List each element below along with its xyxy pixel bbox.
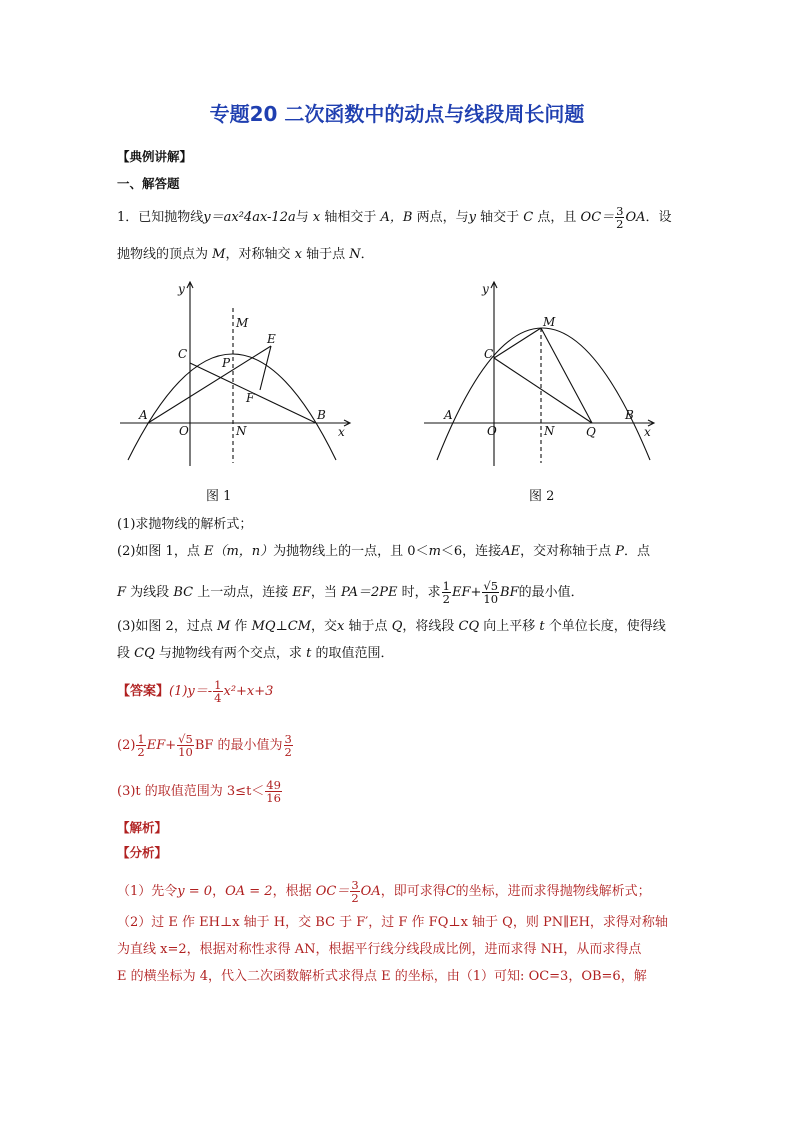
text: 的坐标，进而求得抛物线解析式； [455, 884, 651, 900]
line-mq [541, 328, 592, 423]
fraction-sqrt5-10 [177, 733, 194, 758]
answer-line-1 [117, 679, 273, 704]
point-e-expr: E（m，n） [203, 544, 274, 559]
frac-den: 16 [266, 791, 281, 806]
text: 时，求 [401, 585, 441, 601]
frac-num: 3 [284, 732, 292, 746]
analysis-step-2-line-3: E 的横坐标为 4，代入二次函数解析式求得点 E 的坐标，由（1）可知: OC=3，OB=6，解 [117, 969, 647, 984]
frac-num: 1 [214, 678, 222, 692]
figure-2-caption: 图 2 [529, 489, 555, 504]
text: ， [212, 884, 226, 900]
text: 向上平移 [483, 619, 536, 634]
text: 作 [234, 619, 248, 634]
text: 与抛物线有两个交点，求 [158, 646, 302, 661]
text: 段 [117, 646, 131, 661]
text: （1）先令 [117, 884, 178, 900]
frac-den: 2 [442, 592, 450, 607]
fraction-3-2 [350, 879, 359, 904]
text: 为线段 [130, 585, 170, 601]
label-b: B [625, 408, 634, 422]
text: ，将线段 [402, 619, 455, 634]
var-m: m [428, 544, 441, 559]
label-n: N [236, 424, 247, 438]
figure-2 [422, 278, 662, 468]
text: ＜6，连接 [440, 544, 502, 559]
frac-den: 2 [351, 891, 359, 906]
answer-2-mid: EF+ [146, 738, 177, 754]
text: ，根据 [272, 884, 312, 900]
condition-expr: PA＝2PE [341, 585, 398, 601]
label-a: A [139, 408, 148, 422]
text: 点，且 [537, 210, 577, 226]
text: 轴于点 [348, 619, 388, 634]
answer-line-2 [117, 733, 294, 758]
answer-2-pre: (2) [117, 738, 136, 754]
answer-3-pre: (3)t 的取值范围为 3≤t＜ [117, 784, 265, 800]
label-a: A [444, 408, 453, 422]
analysis-sub-label: 【分析】 [117, 845, 168, 860]
part-2-line-1 [117, 545, 650, 558]
label-o: O [179, 424, 189, 438]
text: 为抛物线上的一点，且 0＜ [273, 544, 429, 559]
point-f: F [117, 585, 127, 601]
fraction-3-2 [284, 733, 293, 758]
segment-bc: BC [173, 585, 194, 601]
label-y: y [178, 282, 185, 296]
line-ae [148, 346, 271, 423]
parabola [437, 328, 650, 460]
analysis-step-1 [117, 879, 651, 904]
text: ，对称轴交 [225, 247, 291, 262]
frac-num: 1 [137, 732, 145, 746]
text: (2)如图 1，点 [117, 544, 200, 559]
segment-cq: CQ [134, 646, 155, 661]
line-cq [494, 358, 592, 423]
question-line-1 [117, 205, 672, 230]
point-q: Q [391, 619, 403, 634]
text: ，当 [310, 585, 337, 601]
text: ．点 [623, 544, 650, 559]
frac-den: 2 [616, 217, 624, 232]
answer-label: 【答案】 [117, 684, 170, 700]
fraction-1-2 [136, 733, 145, 758]
label-o: O [487, 424, 497, 438]
fraction-1-4 [213, 679, 222, 704]
text: (3)如图 2，过点 [117, 619, 213, 634]
text: 抛物线的顶点为 [117, 247, 209, 262]
answer-2-post: BF 的最小值为 [194, 738, 283, 754]
label-b: B [317, 408, 326, 422]
text: ． [360, 247, 374, 262]
text: 轴于点 [306, 247, 346, 262]
point-p: P [615, 544, 624, 559]
fraction-3-2 [615, 205, 624, 230]
point-m: M [212, 247, 226, 262]
text: ，交 [311, 619, 338, 634]
frac-num: 49 [266, 778, 281, 792]
question-number: 1．已知抛物线 [117, 210, 204, 226]
label-m: M [236, 316, 249, 330]
part-1: (1)求抛物线的解析式； [117, 517, 253, 532]
label-c: C [178, 347, 188, 361]
frac-num: 1 [442, 579, 450, 593]
label-y: y [482, 282, 489, 296]
frac-num: √5 [483, 579, 499, 593]
point-c: C [523, 210, 534, 226]
point-n: N [349, 247, 361, 262]
segment-ef: EF [292, 585, 311, 601]
text: 上一动点，连接 [197, 585, 289, 601]
var-y: y [468, 210, 476, 226]
label-q: Q [586, 425, 596, 439]
var-x: x [337, 619, 345, 634]
label-x: x [338, 425, 345, 439]
line-cm [494, 328, 541, 358]
text: ，即可求得 [380, 884, 446, 900]
oc-expr: OC＝ [580, 210, 615, 226]
fraction-1-2 [442, 580, 451, 605]
label-n: N [544, 424, 555, 438]
expr-oa: OA [360, 884, 381, 900]
part-2-line-2 [117, 580, 584, 605]
section-type-heading: 一、解答题 [117, 176, 180, 191]
text: 两点，与 [416, 210, 469, 226]
var-x: x [312, 210, 321, 226]
analysis-step-2-line-1: （2）过 E 作 EH⊥x 轴于 H，交 BC 于 F′，过 F 作 FQ⊥x 轴于 Q，则 PN∥EH，求得对称轴 [117, 915, 668, 930]
text: ．设 [645, 210, 672, 226]
frac-den: 10 [178, 745, 193, 760]
frac-num: 3 [616, 204, 624, 218]
text: 与 [295, 210, 309, 226]
label-x: x [644, 425, 651, 439]
expr-oa2: OA = 2 [225, 884, 273, 900]
frac-num: 3 [351, 878, 359, 892]
var-t: t [539, 619, 545, 634]
page-title: 专题20 二次函数中的动点与线段周长问题 [209, 102, 585, 126]
text: 的最小值． [518, 585, 584, 601]
label-m: M [543, 315, 556, 329]
fraction-sqrt5-10 [482, 580, 499, 605]
var-t: t [306, 646, 312, 661]
answer-1-pre: (1)y＝- [169, 684, 213, 700]
figure-1-caption: 图 1 [206, 489, 232, 504]
point-m: M [216, 619, 231, 634]
text: 轴相交于 [324, 210, 377, 226]
section-example-heading: 【典例讲解】 [117, 149, 193, 164]
label-e: E [267, 332, 276, 346]
expr-y0: y = 0 [177, 884, 213, 900]
points-ab: A，B [380, 210, 413, 226]
text: ，交对称轴于点 [520, 544, 612, 559]
label-c: C [484, 347, 494, 361]
answer-line-3 [117, 779, 283, 804]
parabola-equation: y＝ax²4ax-12a [203, 210, 296, 226]
part-3-line-2 [117, 647, 393, 660]
frac-den: 2 [137, 745, 145, 760]
expr-ef: EF+ [451, 585, 482, 601]
point-c: C [445, 884, 456, 900]
fraction-49-16 [265, 779, 282, 804]
perp-expr: MQ⊥CM [251, 619, 312, 634]
question-line-2 [117, 248, 374, 261]
text: 个单位长度，使得线 [548, 619, 666, 634]
frac-den: 4 [214, 691, 222, 706]
part-3-line-1 [117, 620, 666, 633]
var-x: x [294, 247, 302, 262]
label-p: P [222, 356, 231, 370]
figure-1 [118, 278, 358, 468]
answer-1-post: x²+x+3 [223, 684, 274, 700]
frac-den: 2 [284, 745, 292, 760]
text: 的取值范围． [315, 646, 394, 661]
expr-oc: OC＝ [315, 884, 350, 900]
expr-bf: BF [500, 585, 519, 601]
oa-expr: OA [625, 210, 646, 226]
label-f: F [246, 391, 255, 405]
segment-cq: CQ [458, 619, 480, 634]
segment-ae: AE [501, 544, 521, 559]
analysis-label: 【解析】 [117, 820, 168, 835]
text: 轴交于 [480, 210, 520, 226]
analysis-step-2-line-2: 为直线 x=2，根据对称性求得 AN，根据平行线分线段成比例，进而求得 NH，从而求得点 [117, 942, 642, 957]
frac-num: √5 [178, 732, 193, 746]
frac-den: 10 [483, 592, 499, 607]
